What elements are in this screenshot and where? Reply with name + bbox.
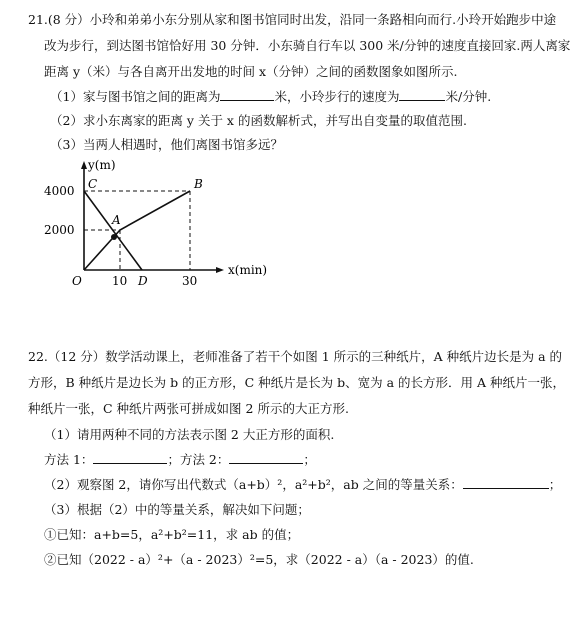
point-a-label: A — [112, 213, 121, 227]
method2-blank[interactable] — [229, 463, 303, 464]
x-tick-10: 10 — [112, 274, 128, 288]
q21-line2: 改为步行，到达图书馆恰好用 30 分钟．小东骑自行车以 300 米/分钟的速度直接回家.两人离家 — [44, 38, 570, 53]
y-axis-arrow — [81, 161, 87, 169]
q21-line1: 21.(8 分）小玲和弟弟小东分别从家和图书馆同时出发，沿同一条路相向而行.小玲开始跑步中途 — [28, 12, 557, 27]
y-tick-4000: 4000 — [44, 184, 75, 198]
x-tick-30: 30 — [182, 274, 198, 288]
q22-line1: 22.（12 分）数学活动课上，老师准备了若干个如图 1 所示的三种纸片，A 种纸片边长是为 a 的 — [28, 349, 563, 364]
point-d-label: D — [138, 274, 148, 288]
q22-part2-blank[interactable] — [463, 488, 549, 489]
q22-part2 — [44, 477, 561, 493]
q22-part3: （3）根据（2）中的等量关系，解决如下问题； — [44, 502, 310, 517]
method2-label: ；方法 2： — [167, 452, 230, 467]
q21-part1 — [50, 89, 491, 105]
q22-part1: （1）请用两种不同的方法表示图 2 大正方形的面积. — [44, 427, 335, 442]
method1-blank[interactable] — [93, 463, 167, 464]
q21-part3: （3）当两人相遇时，他们离图书馆多远？ — [50, 137, 283, 152]
x-axis-label: x(min) — [228, 263, 268, 277]
q21-part1-text-c: 米/分钟. — [445, 89, 492, 104]
origin-label: O — [72, 274, 82, 288]
q22-line2: 方形，B 种纸片是边长为 b 的正方形，C 种纸片是长为 b、宽为 a 的长方形．用 A 种纸片一张， — [28, 375, 565, 390]
q21-blank-speed[interactable] — [399, 100, 445, 101]
point-b-label: B — [194, 177, 203, 191]
q22-part2-end: ； — [548, 477, 562, 492]
q21-blank-distance[interactable] — [220, 100, 274, 101]
q21-part1-text-b: 米，小玲步行的速度为 — [274, 89, 400, 104]
q22-methods — [44, 452, 316, 468]
q21-part2: （2）求小东离家的距离 y 关于 x 的函数解析式，并写出自变量的取值范围. — [50, 113, 467, 128]
q21-part1-text-a: （1）家与图书馆之间的距离为 — [50, 89, 221, 104]
q22-sub1: ①已知：a+b=5，a²+b²=11，求 ab 的值； — [44, 527, 300, 542]
methods-end: ； — [303, 452, 316, 467]
q22-line3: 种纸片一张，C 种纸片两张可拼成如图 2 所示的大正方形. — [28, 401, 349, 416]
y-axis-label: y(m) — [88, 158, 116, 172]
q22-part2-text: （2）观察图 2，请你写出代数式（a+b）²，a²+b²，ab 之间的等量关系： — [44, 477, 463, 492]
meeting-point — [111, 234, 117, 240]
q22-sub2: ②已知（2022 - a）²+（a - 2023）²=5，求（2022 - a）（a - 2023）的值. — [44, 552, 474, 567]
method1-label: 方法 1： — [44, 452, 94, 467]
point-c-label: C — [88, 177, 98, 191]
function-graph — [40, 158, 280, 308]
x-axis-arrow — [216, 267, 224, 273]
y-tick-2000: 2000 — [44, 223, 75, 237]
q21-line3: 距离 y（米）与各自离开出发地的时间 x（分钟）之间的函数图象如图所示. — [44, 64, 458, 79]
